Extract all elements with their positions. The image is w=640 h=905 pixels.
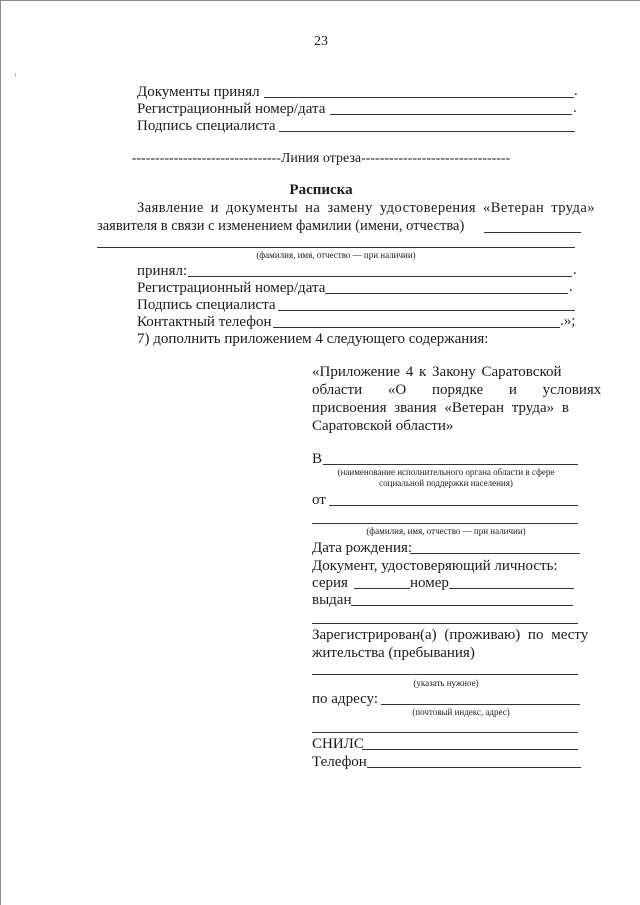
page-number: 23 — [314, 34, 328, 49]
address-label: по адресу: — [312, 691, 379, 707]
item-7-text: 7) дополнить приложением 4 следующего содержания: — [137, 331, 489, 347]
receipt-accepted-label: принял: — [137, 263, 188, 279]
registered-line1: Зарегистрирован(а) (проживаю) по месту — [312, 627, 589, 643]
docs-accepted-label: Документы принял — [137, 84, 260, 100]
receipt-fio-line — [97, 247, 575, 248]
issued-label: выдан — [312, 592, 352, 608]
number-label: номер — [410, 575, 449, 591]
receipt-contact-phone-line — [273, 327, 560, 328]
receipt-reg-number-date-line — [325, 293, 568, 294]
specialist-signature-label: Подпись специалиста — [137, 118, 276, 134]
specify-hint: (указать нужное) — [413, 678, 479, 688]
from-fio-line — [312, 523, 578, 524]
receipt-specialist-signature-label: Подпись специалиста — [137, 297, 276, 313]
receipt-reg-number-date-label: Регистрационный номер/дата — [137, 280, 326, 296]
organ-hint-line1: (наименование исполнительного органа области в сфере — [337, 467, 555, 477]
closing-quote: .»; — [560, 313, 576, 329]
address-line-2 — [312, 732, 578, 733]
phone-line — [367, 767, 581, 768]
organ-hint-line2: социальной поддержки населения) — [379, 478, 513, 488]
period: . — [569, 279, 573, 295]
from-line — [329, 505, 578, 506]
receipt-fio-hint: (фамилия, имя, отчество — при наличии) — [256, 250, 416, 260]
snils-label: СНИЛС — [312, 736, 364, 752]
from-label: от — [312, 492, 326, 508]
snils-line — [362, 749, 578, 750]
period: . — [573, 262, 577, 278]
address-line — [381, 704, 580, 705]
address-hint: (почтовый индекс, адрес) — [412, 707, 510, 717]
issued-line — [351, 605, 573, 606]
appendix-fio-hint: (фамилия, имя, отчество — при наличии) — [366, 526, 526, 536]
docs-accepted-line — [264, 97, 574, 98]
issued-line-2 — [312, 623, 578, 624]
scan-speck — [15, 73, 16, 77]
phone-label: Телефон — [312, 754, 367, 770]
receipt-paragraph-line2: заявителя в связи с изменением фамилии (имени, отчества) — [97, 218, 465, 234]
appendix-heading-line1: «Приложение 4 к Закону Саратовской — [312, 364, 562, 380]
period: . — [574, 83, 578, 99]
receipt-paragraph-line1: Заявление и документы на замену удостоверения «Ветеран труда» — [137, 200, 595, 216]
cut-line: --------------------------------Линия отреза-------------------------------- — [131, 151, 511, 166]
reg-number-date-label: Регистрационный номер/дата — [137, 101, 326, 117]
series-label: серия — [312, 575, 348, 591]
registered-line2: жительства (пребывания) — [312, 645, 475, 661]
receipt-contact-phone-label: Контактный телефон — [137, 314, 272, 330]
birth-date-line — [410, 553, 580, 554]
receipt-title: Расписка — [289, 182, 353, 198]
to-label: В — [312, 451, 323, 467]
specialist-signature-line — [279, 131, 575, 132]
receipt-fio-line-end — [484, 232, 581, 233]
to-organ-line — [323, 464, 578, 465]
period: . — [573, 100, 577, 116]
series-line — [354, 588, 410, 589]
appendix-heading-line4: Саратовской области» — [312, 418, 454, 434]
number-line — [449, 588, 574, 589]
reg-number-date-line — [330, 114, 572, 115]
registration-type-line — [312, 674, 578, 675]
receipt-specialist-signature-line — [278, 310, 575, 311]
birth-date-label: Дата рождения: — [312, 540, 413, 556]
appendix-heading-line3: присвоения звания «Ветеран труда» в — [312, 400, 569, 416]
appendix-heading-line2: области «О порядке и условиях — [312, 382, 602, 398]
id-document-label: Документ, удостоверяющий личность: — [312, 558, 558, 574]
receipt-accepted-line — [188, 276, 572, 277]
